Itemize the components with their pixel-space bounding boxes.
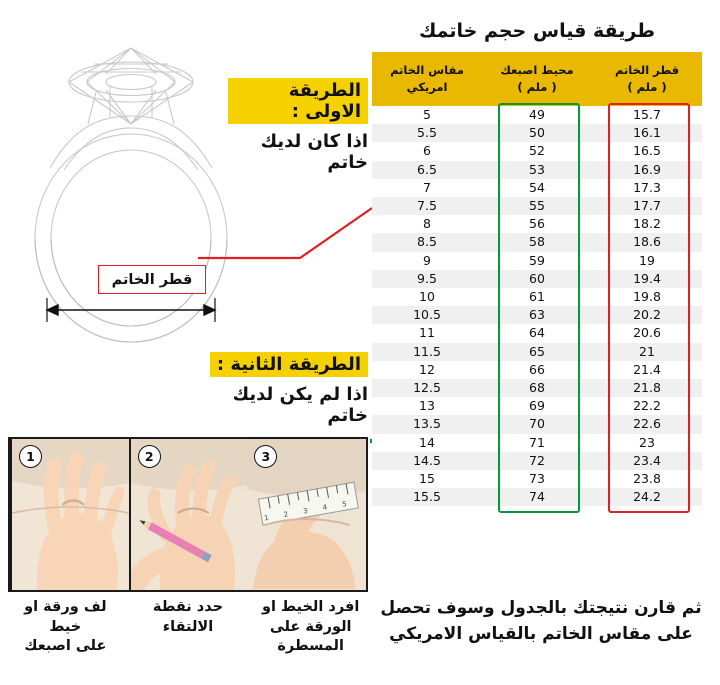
cell-diameter: 19.4: [592, 270, 702, 288]
table-header-row: [372, 52, 702, 106]
col-header-diameter: [592, 52, 702, 106]
cell-diameter: 16.5: [592, 142, 702, 160]
col-header-circumference-line1: محيط اصبعك: [500, 63, 574, 78]
caption-step-3: [249, 598, 372, 674]
cell-us-size: 8: [372, 215, 482, 233]
cell-us-size: 14: [372, 434, 482, 452]
photo-captions: [4, 598, 372, 674]
photo-step-1: [10, 439, 129, 590]
col-header-ussize-line2: امريكي: [406, 80, 448, 94]
cell-us-size: 12.5: [372, 379, 482, 397]
cell-diameter: 18.6: [592, 233, 702, 251]
page-title: طريقة قياس حجم خاتمك: [418, 20, 656, 42]
method-one-heading: [228, 78, 368, 173]
svg-text:3: 3: [302, 506, 309, 516]
cell-us-size: 6: [372, 142, 482, 160]
method-two-tag: الطريقة الثانية :: [210, 352, 368, 377]
cell-circumference: 61: [482, 288, 592, 306]
cell-diameter: 17.3: [592, 179, 702, 197]
cell-circumference: 73: [482, 470, 592, 488]
table-row: [372, 124, 702, 142]
cell-us-size: 15.5: [372, 488, 482, 506]
cell-circumference: 55: [482, 197, 592, 215]
caption-step-1-line2: على اصبعك: [24, 638, 107, 655]
cell-circumference: 71: [482, 434, 592, 452]
table-row: [372, 397, 702, 415]
cell-circumference: 54: [482, 179, 592, 197]
col-header-ussize: [372, 52, 482, 106]
table-row: [372, 179, 702, 197]
cell-diameter: 24.2: [592, 488, 702, 506]
cell-circumference: 60: [482, 270, 592, 288]
table-row: [372, 343, 702, 361]
ring-drawing-svg: [6, 20, 256, 360]
cell-circumference: 64: [482, 324, 592, 342]
cell-diameter: 20.6: [592, 324, 702, 342]
table-row: [372, 233, 702, 251]
cell-circumference: 63: [482, 306, 592, 324]
cell-us-size: 15: [372, 470, 482, 488]
cell-circumference: 72: [482, 452, 592, 470]
svg-text:5: 5: [341, 499, 348, 509]
caption-step-2-line2: الالتقاء: [162, 618, 214, 635]
cell-circumference: 50: [482, 124, 592, 142]
table-row: [372, 306, 702, 324]
caption-step-1-line1: لف ورقة او خيط: [24, 599, 107, 635]
cell-circumference: 69: [482, 397, 592, 415]
photo-strip: [8, 437, 368, 592]
cell-circumference: 49: [482, 106, 592, 124]
cell-diameter: 19: [592, 252, 702, 270]
result-note-line2: على مقاس الخاتم بالقياس الامريكي: [389, 623, 693, 644]
cell-diameter: 23.8: [592, 470, 702, 488]
cell-us-size: 9.5: [372, 270, 482, 288]
table-row: [372, 415, 702, 433]
method-one-sub: اذا كان لديك خاتم: [260, 131, 368, 173]
table-row: [372, 161, 702, 179]
cell-us-size: 9: [372, 252, 482, 270]
cell-circumference: 74: [482, 488, 592, 506]
cell-diameter: 16.9: [592, 161, 702, 179]
cell-diameter: 21.4: [592, 361, 702, 379]
cell-diameter: 18.2: [592, 215, 702, 233]
caption-step-2: [127, 598, 250, 674]
photo-step-2-badge: 2: [138, 445, 161, 468]
svg-text:1: 1: [263, 513, 270, 523]
method-two-heading: [200, 352, 368, 426]
svg-text:4: 4: [322, 503, 329, 513]
cell-circumference: 56: [482, 215, 592, 233]
cell-diameter: 22.6: [592, 415, 702, 433]
cell-us-size: 7.5: [372, 197, 482, 215]
cell-diameter: 15.7: [592, 106, 702, 124]
photo-step-3: [247, 439, 366, 590]
result-note: [378, 596, 704, 647]
cell-diameter: 21.8: [592, 379, 702, 397]
col-header-circumference-line2: ( ملم ): [517, 80, 557, 94]
caption-step-2-line1: حدد نقطة: [152, 599, 224, 615]
cell-us-size: 14.5: [372, 452, 482, 470]
table-row: [372, 452, 702, 470]
caption-step-1: [4, 598, 127, 674]
cell-us-size: 11: [372, 324, 482, 342]
cell-us-size: 12: [372, 361, 482, 379]
cell-us-size: 5: [372, 106, 482, 124]
table-row: [372, 142, 702, 160]
table-head: [372, 52, 702, 106]
cell-diameter: 16.1: [592, 124, 702, 142]
cell-circumference: 65: [482, 343, 592, 361]
col-header-ussize-line1: مقاس الخاتم: [390, 63, 464, 78]
cell-circumference: 66: [482, 361, 592, 379]
cell-diameter: 23.4: [592, 452, 702, 470]
cell-circumference: 68: [482, 379, 592, 397]
cell-us-size: 6.5: [372, 161, 482, 179]
table-row: [372, 106, 702, 124]
cell-diameter: 23: [592, 434, 702, 452]
col-header-diameter-line2: ( ملم ): [627, 80, 667, 94]
method-two-sub: اذا لم يكن لديك خاتم: [232, 384, 368, 426]
ring-illustration: [6, 20, 256, 360]
cell-circumference: 52: [482, 142, 592, 160]
cell-us-size: 13.5: [372, 415, 482, 433]
cell-us-size: 10: [372, 288, 482, 306]
cell-diameter: 21: [592, 343, 702, 361]
cell-diameter: 20.2: [592, 306, 702, 324]
table-row: [372, 252, 702, 270]
cell-us-size: 11.5: [372, 343, 482, 361]
col-header-diameter-line1: قطر الخاتم: [614, 63, 680, 78]
size-table-section: [372, 20, 702, 506]
table-row: [372, 434, 702, 452]
table-row: [372, 324, 702, 342]
cell-diameter: 17.7: [592, 197, 702, 215]
cell-us-size: 10.5: [372, 306, 482, 324]
table-row: [372, 215, 702, 233]
ring-diameter-label: قطر الخاتم: [98, 265, 206, 294]
cell-diameter: 22.2: [592, 397, 702, 415]
cell-circumference: 70: [482, 415, 592, 433]
table-row: [372, 470, 702, 488]
photo-step-3-badge: 3: [254, 445, 277, 468]
cell-us-size: 7: [372, 179, 482, 197]
cell-us-size: 5.5: [372, 124, 482, 142]
method-one-tag: الطريقة الاولى :: [228, 78, 368, 124]
table-row: [372, 361, 702, 379]
cell-us-size: 13: [372, 397, 482, 415]
table-row: [372, 379, 702, 397]
col-header-circumference: [482, 52, 592, 106]
table-row: [372, 270, 702, 288]
cell-circumference: 59: [482, 252, 592, 270]
cell-us-size: 8.5: [372, 233, 482, 251]
cell-circumference: 53: [482, 161, 592, 179]
table-row: [372, 488, 702, 506]
table-body: [372, 106, 702, 506]
photo-step-2: [129, 439, 248, 590]
table-row: [372, 288, 702, 306]
caption-step-3-line2: الورقة على المسطرة: [269, 618, 352, 655]
ring-size-table: [372, 52, 702, 506]
cell-circumference: 58: [482, 233, 592, 251]
svg-text:2: 2: [283, 510, 290, 519]
result-note-line1: ثم قارن نتيجتك بالجدول وسوف تحصل: [380, 598, 702, 618]
caption-step-3-line1: افرد الخيط او: [262, 599, 360, 615]
table-row: [372, 197, 702, 215]
photo-step-1-badge: 1: [19, 445, 42, 468]
cell-diameter: 19.8: [592, 288, 702, 306]
